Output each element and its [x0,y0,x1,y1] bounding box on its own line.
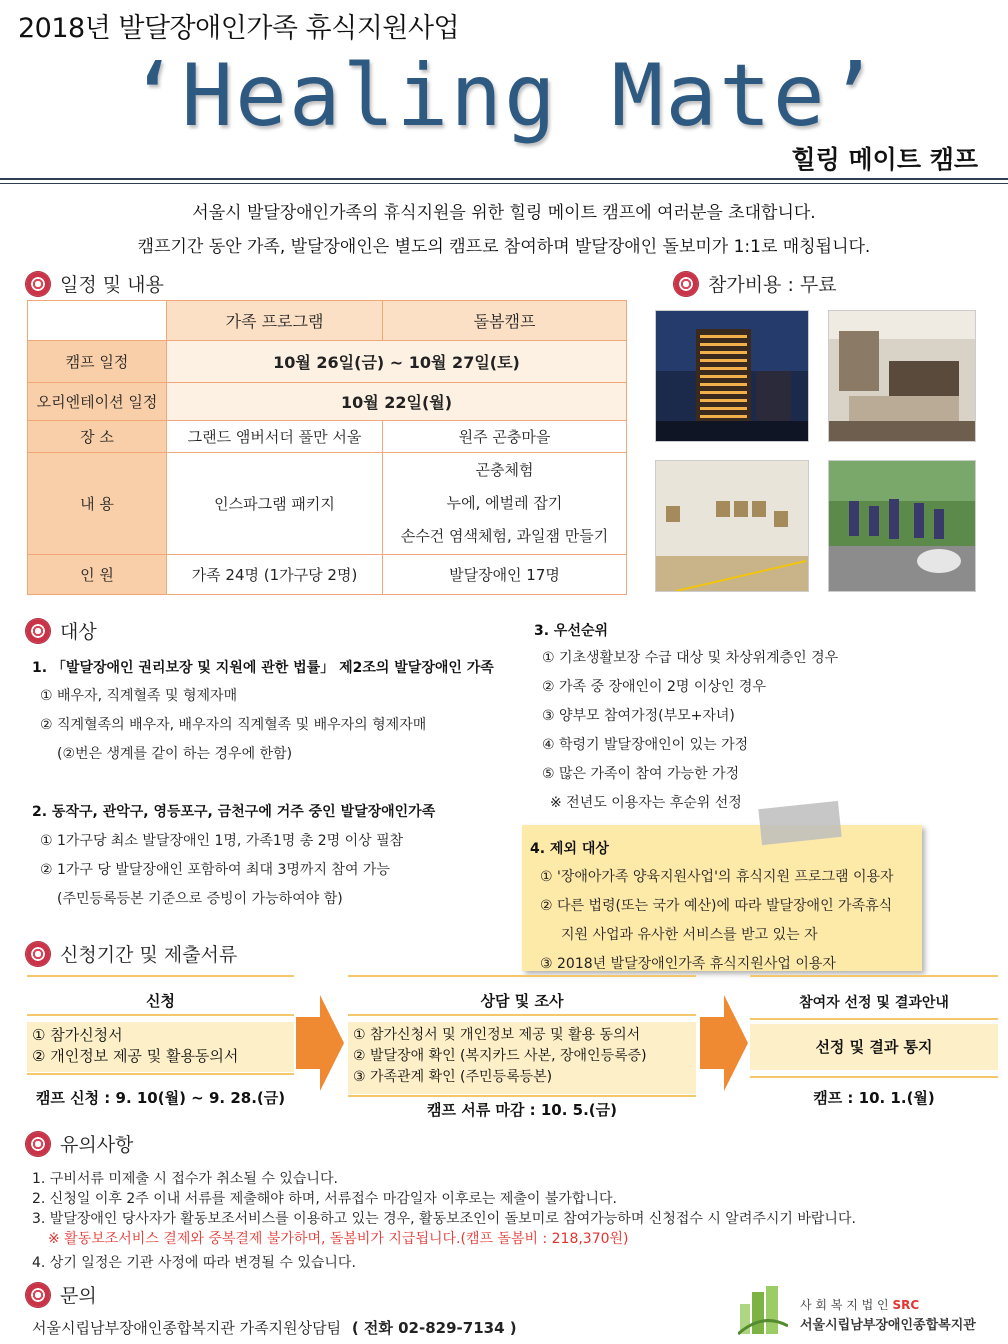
step-line [27,975,294,977]
target-item-2-line: ① 1가구당 최소 발달장애인 1명, 가족1명 총 2명 이상 필참 [40,833,404,849]
step-line [750,975,998,977]
table-corner [28,301,167,341]
arrow-right-icon [700,995,748,1091]
hotel-night-photo [655,310,809,442]
note-line: 2. 신청일 이후 2주 이내 서류를 제출해야 하며, 서류접수 마감일자 이후로는 제출이 불가합니다. [32,1191,617,1207]
content-care [383,453,627,555]
schedule-heading: 일정 및 내용 [26,270,164,297]
step2-line: ② 발달장애 확인 (복지카드 사본, 장애인등록증) [353,1048,647,1064]
intro-line-2: 캠프기간 동안 가족, 발달장애인은 별도의 캠프로 참여하며 발달장애인 돌보미가 1:1로 매칭됩니다. [137,237,871,257]
step-line [27,1014,294,1016]
divider [0,183,1008,184]
step1-line: ② 개인정보 제공 및 활용동의서 [32,1047,239,1065]
intro-line-1: 서울시 발달장애인가족의 휴식지원을 위한 힐링 메이트 캠프에 여러분을 초대합니다. [192,203,816,223]
row-label-content: 내 용 [28,453,167,555]
priority-line: ⑤ 많은 가족이 참여 가능한 가정 [542,766,740,782]
exclude-line: ① '장애아가족 양육지원사업'의 휴식지원 프로그램 이용자 [540,869,894,885]
step-line [750,1018,998,1020]
step-line [348,1095,696,1097]
contact-heading: 문의 [26,1281,97,1308]
rose-icon [26,1132,50,1156]
step1-date: 캠프 신청 : 9. 10(월) ~ 9. 28.(금) [35,1089,286,1107]
note-line: 4. 상기 일정은 기관 사정에 따라 변경될 수 있습니다. [32,1255,356,1271]
people-care: 발달장애인 17명 [383,555,627,595]
exclude-line: 지원 사업과 유사한 서비스를 받고 있는 자 [561,927,818,943]
target-item-1-line: (②번은 생계를 같이 하는 경우에 한함) [57,746,293,762]
target-item-1-line: ① 배우자, 직계혈족 및 형제자매 [40,688,238,704]
content-care-line: 손수건 염색체험, 과일잼 만들기 [400,527,609,545]
sub-title: 힐링 메이트 캠프 [791,145,978,174]
priority-note: ※ 전년도 이용자는 후순위 선정 [550,795,742,811]
logo-line-1: 사 회 복 지 법 인 SRC [800,1298,920,1312]
contact-phone: ( 전화 02-829-7134 ) [351,1319,517,1337]
step2-line: ① 참가신청서 및 개인정보 제공 및 활용 동의서 [353,1027,641,1043]
note-line: 3. 발달장애인 당사자가 활동보조서비스를 이용하고 있는 경우, 활동보조인이 돌보미로 참여가능하며 신청접수 시 알려주시기 바랍니다. [32,1211,856,1227]
main-title: ‘Healing Mate’ [127,46,881,146]
target-item-1-title: 1. 「발달장애인 권리보장 및 지원에 관한 법률」 제2조의 발달장애인 가족 [32,660,494,676]
priority-title: 3. 우선순위 [534,623,609,639]
place-care: 원주 곤충마을 [383,421,627,453]
schedule-table [27,300,627,595]
row-label-people: 인 원 [28,555,167,595]
contact-org: 서울시립남부장애인종합복지관 가족지원상담팀 [32,1319,342,1337]
exclude-line: ③ 2018년 발달장애인가족 휴식지원사업 이용자 [540,956,836,972]
step2-box [348,1022,696,1094]
target-item-2-line: ② 1가구 당 발달장애인 포함하여 최대 3명까지 참여 가능 [40,862,390,878]
logo-line-2: 서울시립남부장애인종합복지관 [800,1318,976,1333]
step-line [27,1073,294,1075]
step1-box [27,1022,294,1072]
insect-museum-photo [655,460,809,592]
farm-visit-photo [828,460,976,592]
content-care-line: 누에, 에벌레 잡기 [446,494,563,512]
rose-icon [26,272,50,296]
orient-date: 10월 22일(월) [167,383,627,421]
priority-line: ③ 양부모 참여가정(부모+자녀) [542,708,735,724]
priority-line: ② 가족 중 장애인이 2명 이상인 경우 [542,679,766,695]
step3-date: 캠프 : 10. 1.(월) [813,1089,935,1107]
row-label-orient: 오리엔테이션 일정 [28,383,167,421]
step-line [348,1014,696,1016]
target-item-2-line: (주민등록등본 기준으로 증빙이 가능하여야 함) [57,891,343,907]
priority-line: ④ 학령기 발달장애인이 있는 가정 [542,737,749,753]
rose-icon [26,619,50,643]
people-family: 가족 24명 (1가구당 2명) [167,555,383,595]
col-family: 가족 프로그램 [167,301,383,341]
content-family: 인스파그램 패키지 [167,453,383,555]
apply-heading: 신청기간 및 제출서류 [26,940,237,967]
step2-date: 캠프 서류 마감 : 10. 5.(금) [427,1101,617,1119]
target-item-2-title: 2. 동작구, 관악구, 영등포구, 금천구에 거주 중인 발달장애인가족 [32,804,436,820]
camp-dates: 10월 26일(금) ~ 10월 27일(토) [167,341,627,383]
step-line [348,975,696,977]
notes-heading: 유의사항 [26,1130,133,1157]
note-line: 1. 구비서류 미제출 시 접수가 취소될 수 있습니다. [32,1171,338,1187]
exclude-line: ② 다른 법령(또는 국가 예산)에 따라 발달장애인 가족휴식 [540,898,893,914]
priority-line: ① 기초생활보장 수급 대상 및 차상위계층인 경우 [542,650,839,666]
row-label-camp: 캠프 일정 [28,341,167,383]
exclude-title: 4. 제외 대상 [530,841,609,857]
step2-title: 상담 및 조사 [480,992,564,1010]
src-logo-icon [738,1282,788,1338]
target-item-1-line: ② 직계혈족의 배우자, 배우자의 직계혈족 및 배우자의 형제자매 [40,717,427,733]
super-title: 2018년 발달장애인가족 휴식지원사업 [18,13,460,44]
step1-title: 신청 [146,992,175,1010]
step3-title: 참여자 선정 및 결과안내 [799,995,949,1011]
rose-icon [26,1283,50,1307]
place-family: 그랜드 앰버서더 풀만 서울 [167,421,383,453]
step3-box: 선정 및 결과 통지 [750,1024,998,1070]
hotel-room-photo [828,310,976,442]
rose-icon [674,272,698,296]
rose-icon [26,942,50,966]
row-label-place: 장 소 [28,421,167,453]
arrow-right-icon [296,995,344,1091]
contact-info [32,1317,517,1338]
divider [0,178,1008,180]
content-care-line: 곤충체험 [475,461,534,479]
target-heading: 대상 [26,617,97,644]
step2-line: ③ 가족관계 확인 (주민등록등본) [353,1069,553,1085]
fee-heading: 참가비용 : 무료 [674,270,837,297]
step-line [750,1076,998,1078]
step1-line: ① 참가신청서 [32,1026,123,1044]
note-red: ※ 활동보조서비스 결제와 중복결제 불가하며, 돌봄비가 지급됩니다.(캠프 돌봄비 : 218,370원) [48,1231,629,1247]
col-care: 돌봄캠프 [383,301,627,341]
